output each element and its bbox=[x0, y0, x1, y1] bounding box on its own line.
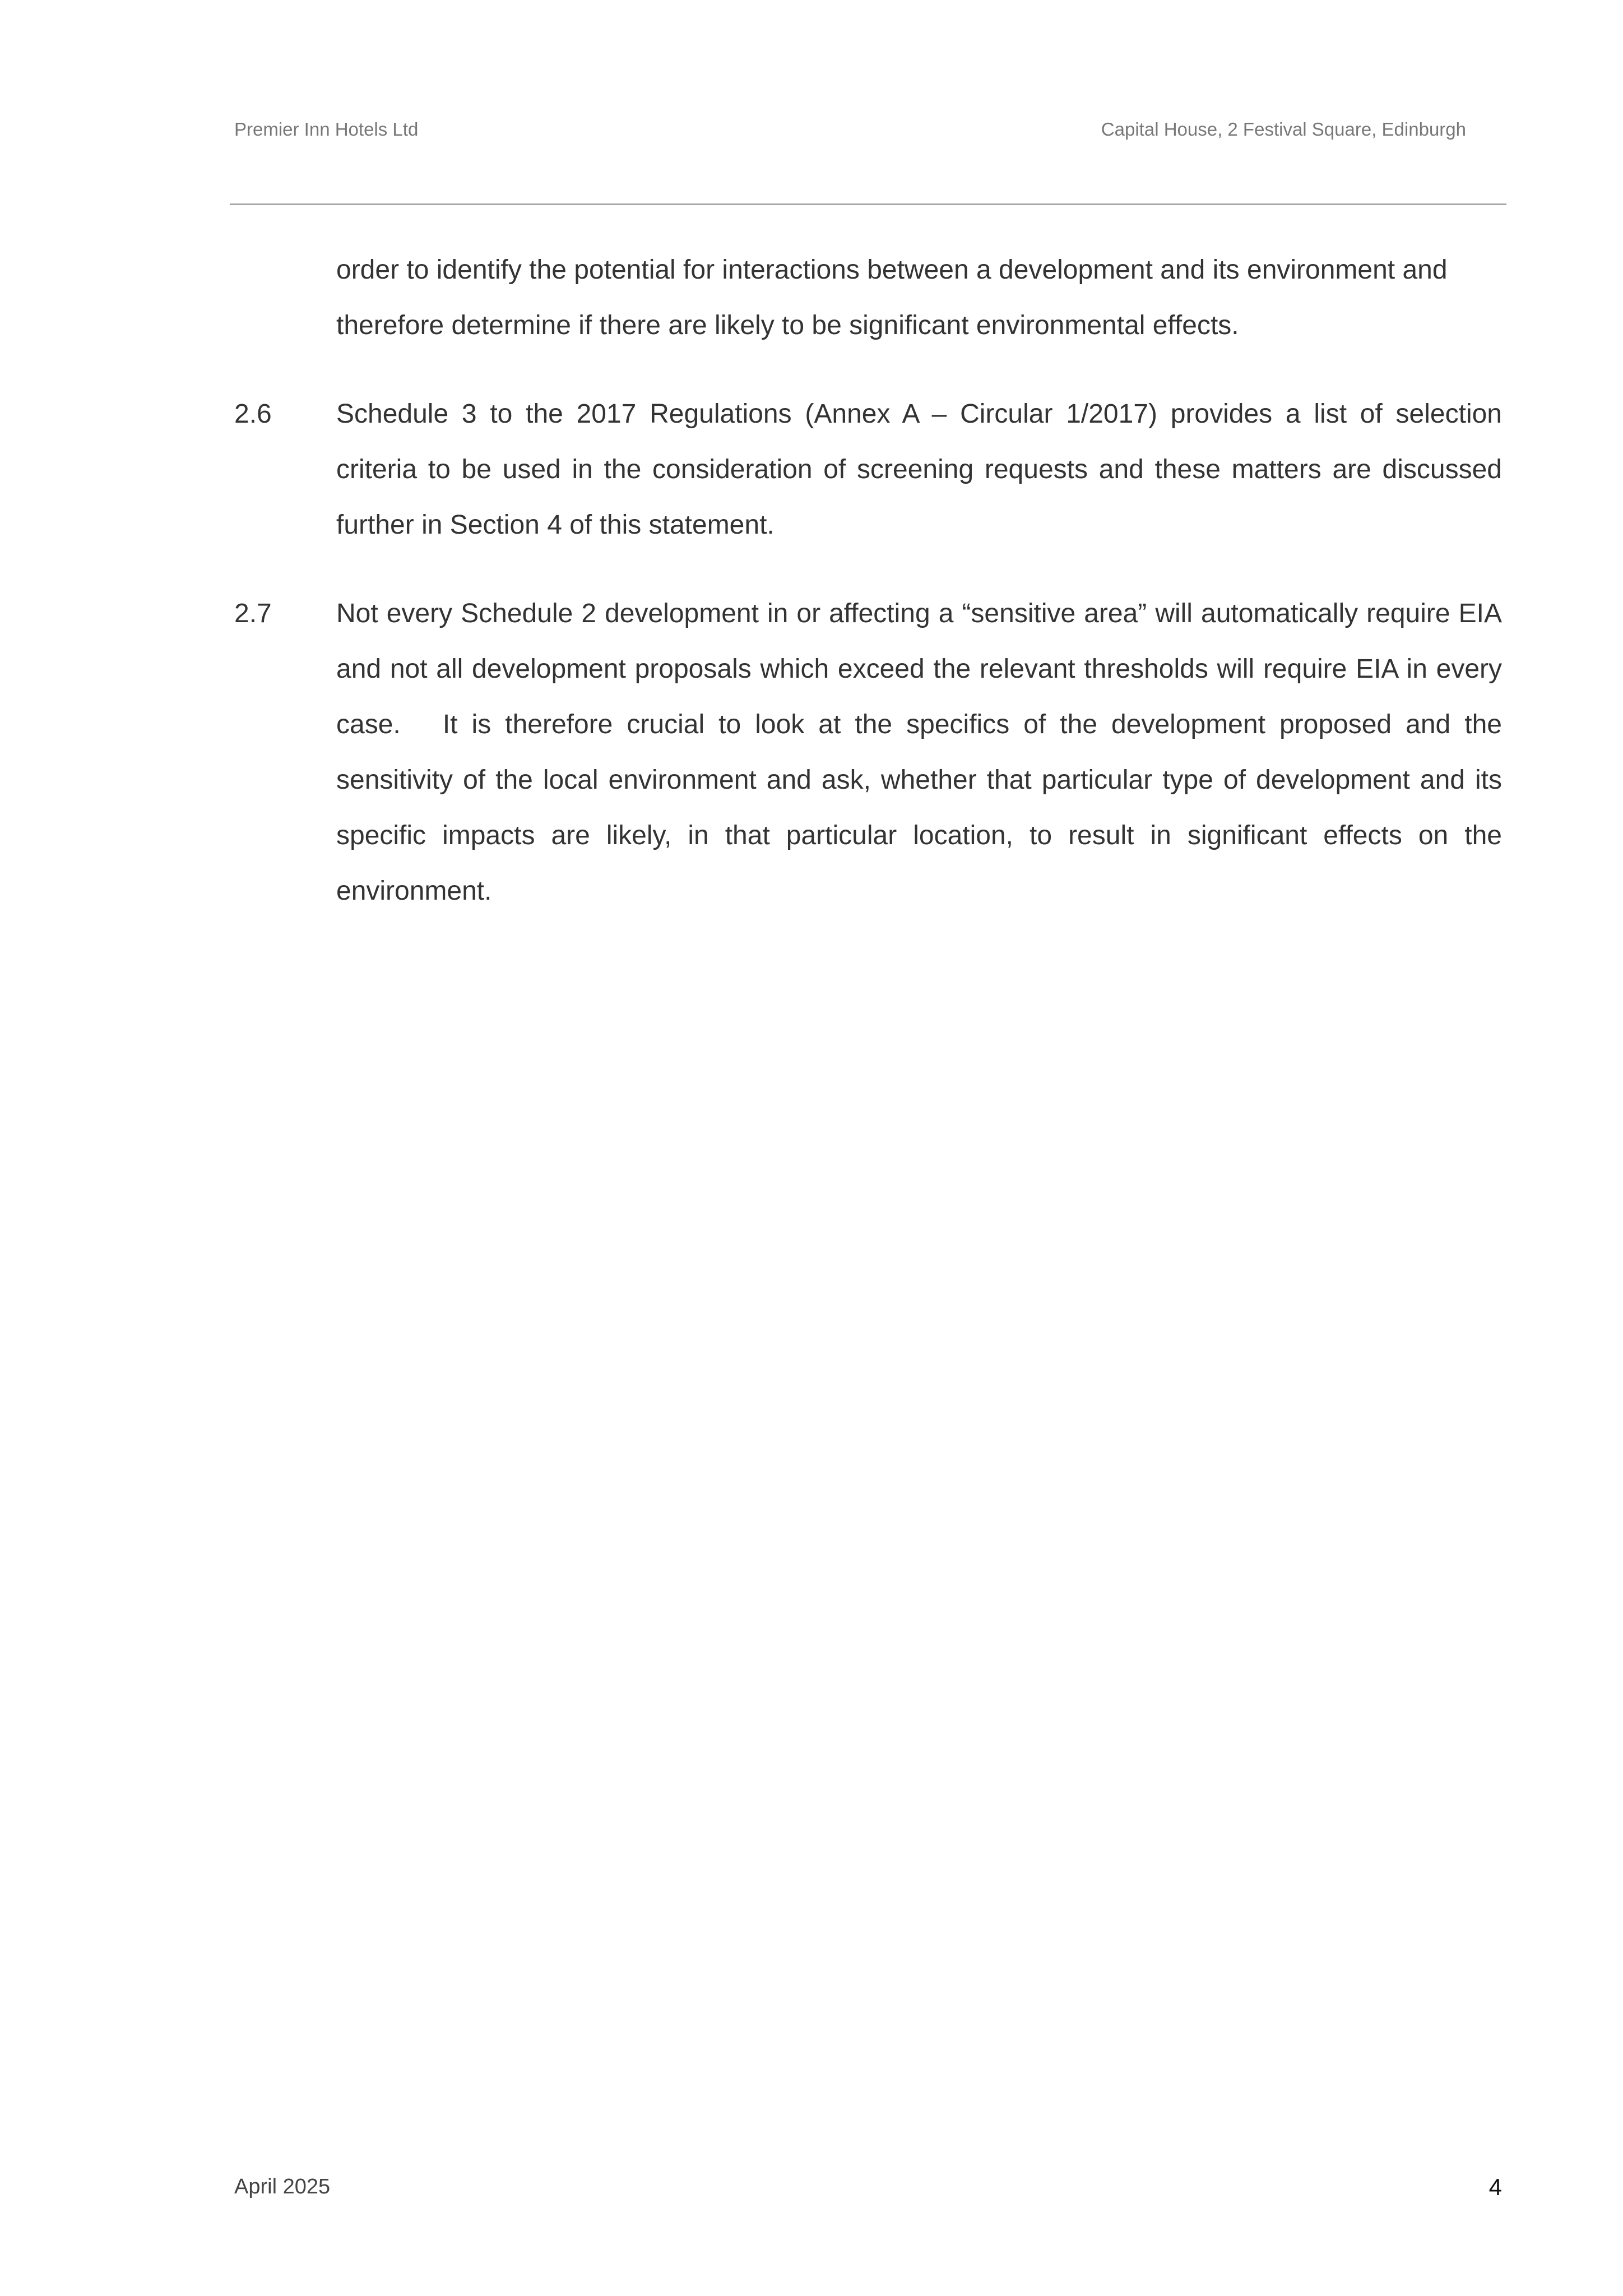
paragraph-2-6 bbox=[234, 386, 1502, 553]
paragraph-text: Schedule 3 to the 2017 Regulations (Annex A – Circular 1/2017) provides a list of selection criteria to be used in the consideration of screening requests and these matters are discussed further in Section 4 of this statement. bbox=[336, 399, 1502, 540]
footer-date: April 2025 bbox=[234, 2175, 331, 2198]
paragraph-number: 2.6 bbox=[234, 399, 272, 429]
continuation-text: order to identify the potential for interactions between a development and its environment and therefore determine if there are likely to be significant environmental effects. bbox=[336, 255, 1448, 340]
paragraph-text: Not every Schedule 2 development in or affecting a “sensitive area” will automatically require EIA and not all development proposals which exceed the relevant thresholds will require EIA in every case. It is therefore crucial to look at the specifics of the development proposed and the sensitivity of the local environment and ask, whether that particular type of development and its specific impacts are likely, in that particular location, to result in significant effects on the environment. bbox=[336, 599, 1510, 906]
continuation-paragraph bbox=[234, 242, 1502, 353]
page-number: 4 bbox=[1488, 2174, 1502, 2200]
header-address: Capital House, 2 Festival Square, Edinburgh bbox=[1101, 119, 1466, 140]
paragraph-2-7 bbox=[234, 586, 1510, 919]
paragraph-number: 2.7 bbox=[234, 599, 272, 628]
header-divider bbox=[230, 203, 1506, 205]
document-body bbox=[234, 242, 1510, 952]
page-header bbox=[234, 119, 1486, 147]
header-company: Premier Inn Hotels Ltd bbox=[234, 119, 419, 140]
